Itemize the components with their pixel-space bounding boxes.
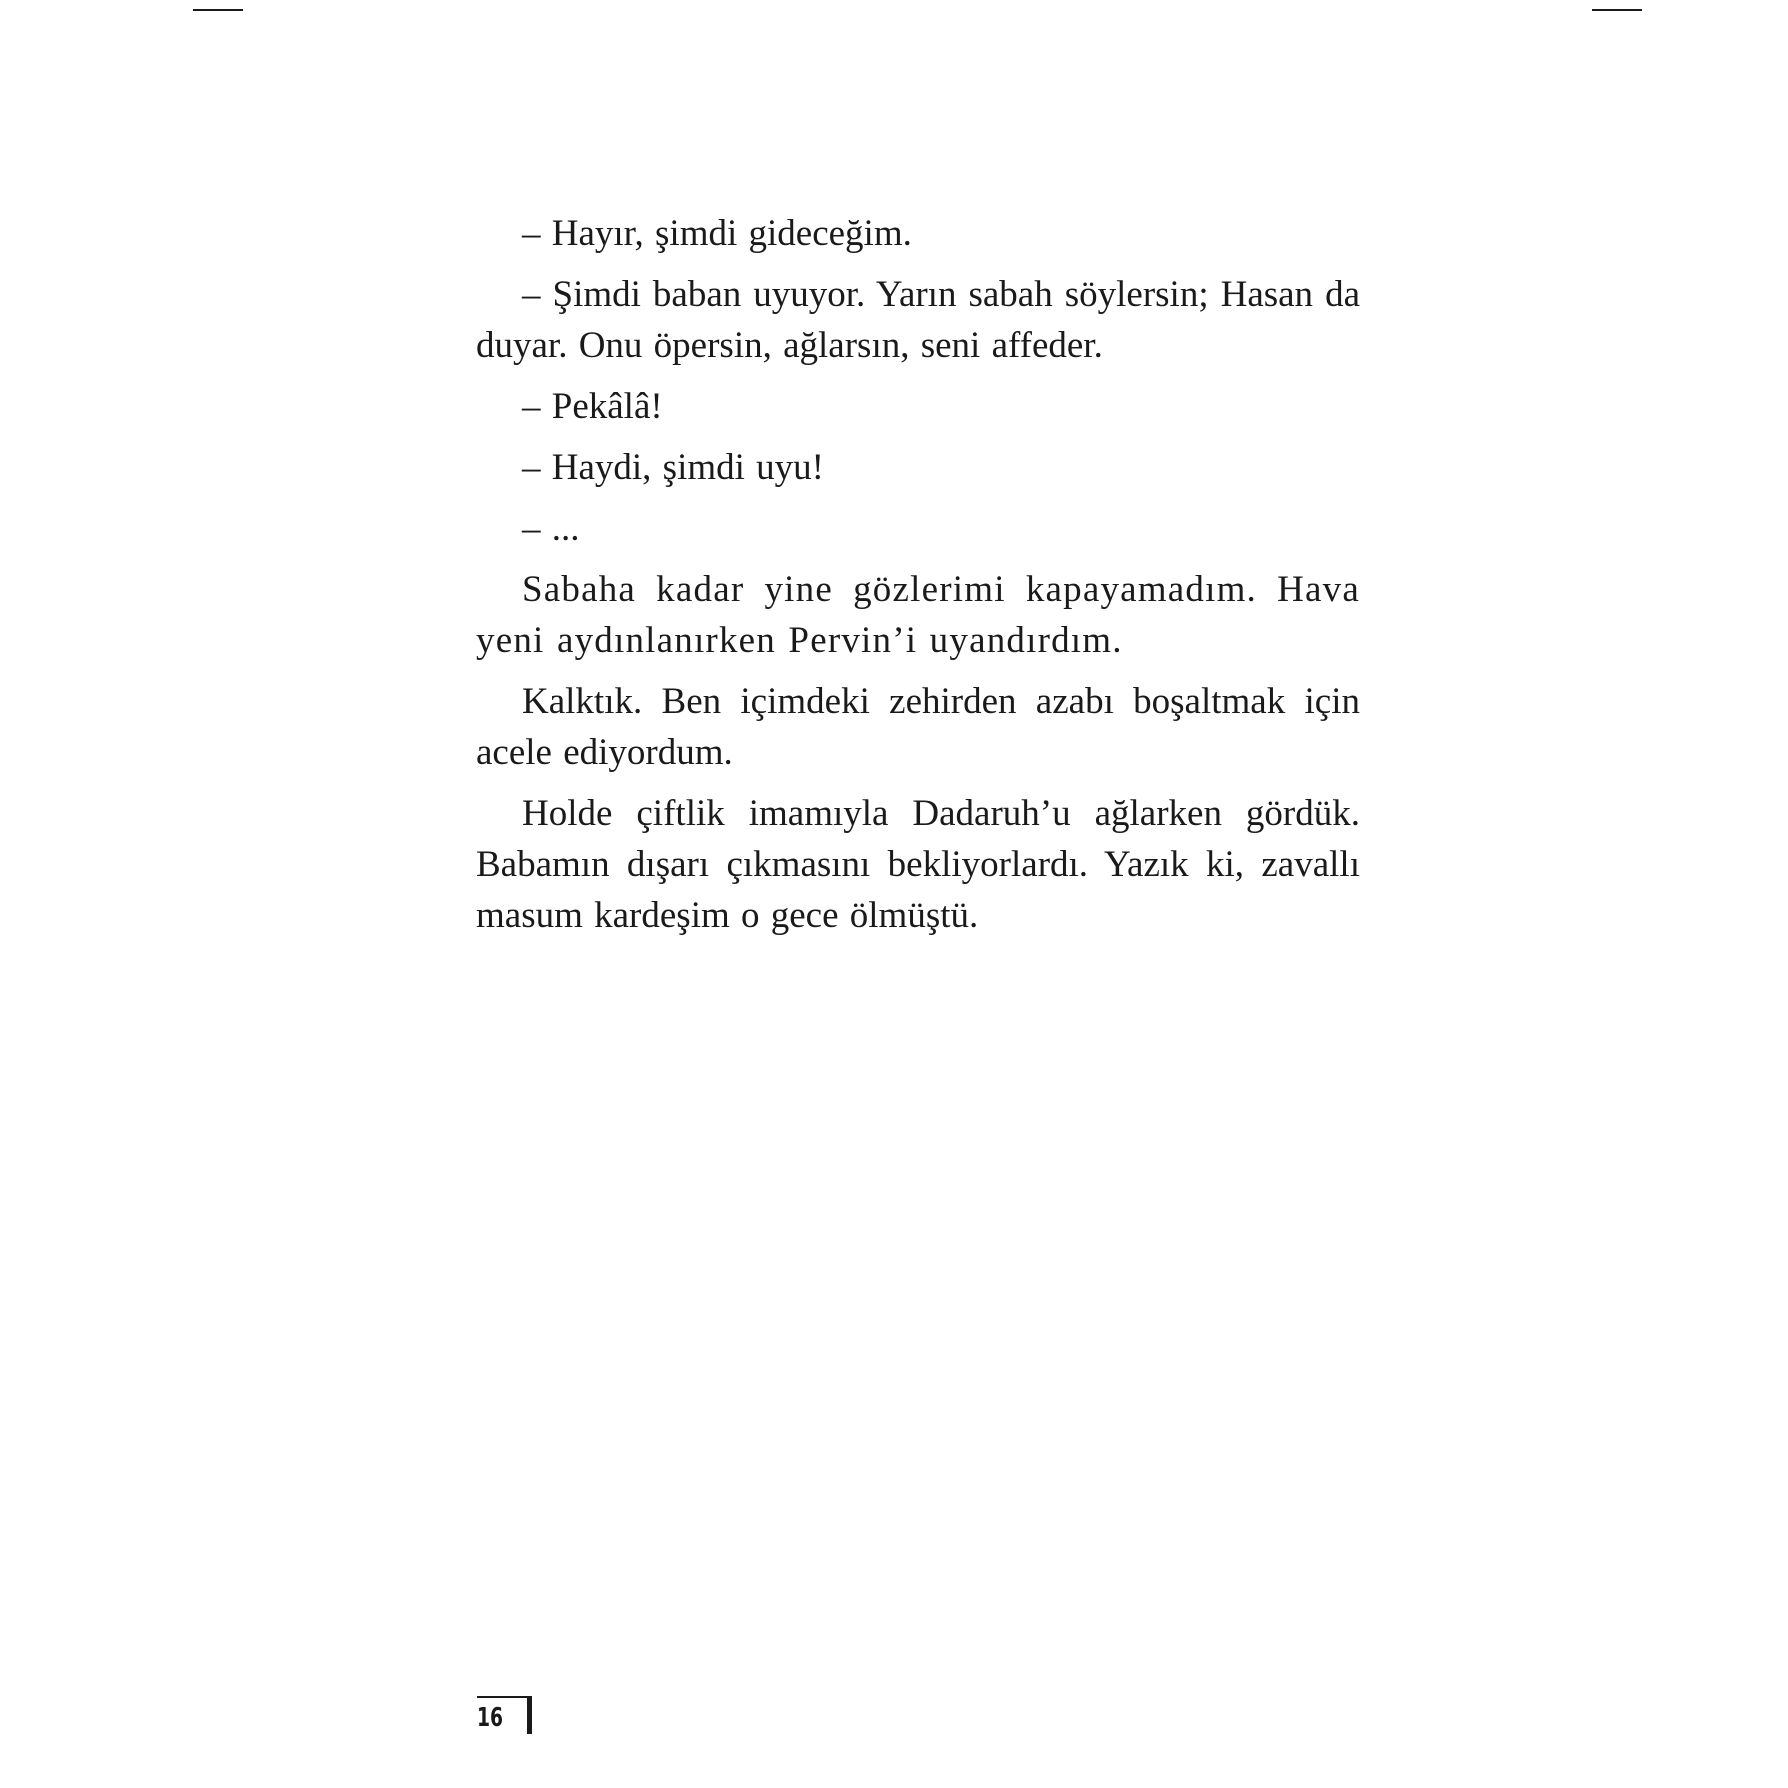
crop-mark-right [1592,9,1642,11]
paragraph-dialogue-3: – Pekâlâ! [522,386,663,427]
paragraph-dialogue-4: – Haydi, şimdi uyu! [522,447,824,488]
folio-top-rule [477,1696,529,1698]
paragraph-narration-2: Kalktık. Ben içimdeki zehirden azabı boşaltmak için acele ediyordum. [476,681,1360,773]
page-number: 16 [477,1703,504,1733]
body-text [476,208,1360,951]
folio-side-rule [527,1696,532,1734]
page-number-folio [477,1696,533,1736]
crop-mark-left [193,9,243,11]
paragraph-dialogue-2: – Şimdi baban uyuyor. Yarın sabah söylersin; Hasan da duyar. Onu öpersin, ağlarsın, seni affeder. [476,274,1360,366]
paragraph-narration-1: Sabaha kadar yine gözlerimi kapayamadım. Hava yeni aydınlanırken Pervin’i uyandırdım. [476,569,1360,661]
paragraph-dialogue-5: – ... [522,508,580,549]
paragraph-dialogue-1: – Hayır, şimdi gideceğim. [522,213,912,254]
paragraph-narration-3: Holde çiftlik imamıyla Dadaruh’u ağlarken gördük. Babamın dışarı çıkmasını bekliyorlardı. Yazık ki, zavallı masum kardeşim o gece ölmüştü. [476,793,1360,936]
